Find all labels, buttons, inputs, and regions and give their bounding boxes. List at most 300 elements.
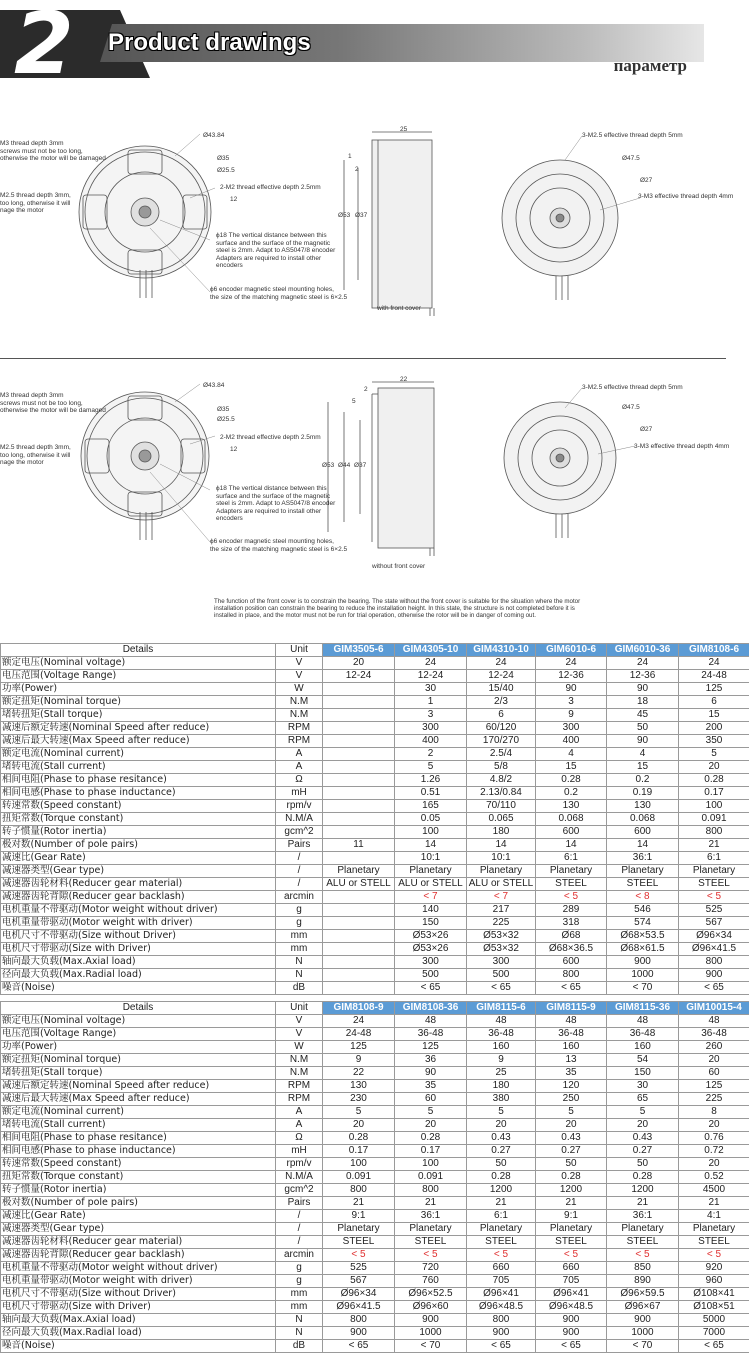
dim-12: 12 xyxy=(230,446,238,453)
row-value: 7000 xyxy=(679,1327,749,1340)
row-value: 0.52 xyxy=(679,1171,749,1184)
row-unit: / xyxy=(276,1223,323,1236)
row-value: 525 xyxy=(323,1262,395,1275)
row-value: 4500 xyxy=(679,1184,749,1197)
table-row xyxy=(1,1340,749,1353)
row-value: Planetary xyxy=(536,1223,607,1236)
row-value: 900 xyxy=(467,1327,536,1340)
row-value: 5 xyxy=(395,761,467,774)
table-row xyxy=(1,696,749,709)
spec-table-2 xyxy=(0,1001,749,1353)
row-label: 堵转扭矩(Stall torque) xyxy=(1,1067,276,1080)
row-value: 60 xyxy=(395,1093,467,1106)
row-value: 20 xyxy=(395,1119,467,1132)
row-value: 850 xyxy=(607,1262,679,1275)
row-value: 0.091 xyxy=(395,1171,467,1184)
row-value: 48 xyxy=(467,1015,536,1028)
table-row xyxy=(1,982,749,995)
row-value: Ø96×41.5 xyxy=(679,943,749,956)
row-label: 减速后最大转速(Max Speed after reduce) xyxy=(1,1093,276,1106)
row-value: 48 xyxy=(607,1015,679,1028)
row-value: 48 xyxy=(536,1015,607,1028)
row-value: 400 xyxy=(395,735,467,748)
note-m3-thread: M3 thread depth 3mm screws must not be too long, otherwise the motor will be damaged xyxy=(0,140,106,162)
row-value: 225 xyxy=(467,917,536,930)
row-value xyxy=(323,969,395,982)
row-value: < 7 xyxy=(467,891,536,904)
row-unit: gcm^2 xyxy=(276,826,323,839)
row-value: 24 xyxy=(395,657,467,670)
row-value: STEEL xyxy=(607,878,679,891)
dim-side-d37: Ø37 xyxy=(354,462,367,469)
row-value: 10:1 xyxy=(467,852,536,865)
row-value xyxy=(323,735,395,748)
row-value: 15 xyxy=(607,761,679,774)
row-label: 功率(Power) xyxy=(1,683,276,696)
row-value: 0.43 xyxy=(607,1132,679,1145)
row-value: 90 xyxy=(607,683,679,696)
row-unit: mH xyxy=(276,1145,323,1158)
row-value: Ø96×52.5 xyxy=(395,1288,467,1301)
row-value: 0.068 xyxy=(607,813,679,826)
table-row xyxy=(1,748,749,761)
row-label: 转子惯量(Rotor inertia) xyxy=(1,1184,276,1197)
row-value: 6:1 xyxy=(679,852,749,865)
row-value: Ø96×48.5 xyxy=(467,1301,536,1314)
row-value: < 65 xyxy=(395,982,467,995)
row-value: 180 xyxy=(467,826,536,839)
row-value: 5 xyxy=(679,748,749,761)
row-value: Planetary xyxy=(395,865,467,878)
row-value: 12-24 xyxy=(467,670,536,683)
row-value: 900 xyxy=(536,1314,607,1327)
row-unit: g xyxy=(276,1262,323,1275)
header-model: GIM8115-9 xyxy=(536,1002,607,1015)
row-value: 0.27 xyxy=(467,1145,536,1158)
row-value: Ø68×61.5 xyxy=(607,943,679,956)
row-value: 21 xyxy=(607,1197,679,1210)
row-value: Ø96×34 xyxy=(323,1288,395,1301)
row-value: 318 xyxy=(536,917,607,930)
note-m2-thread: 2-M2 thread effective depth 2.5mm xyxy=(220,434,321,441)
row-value: < 65 xyxy=(536,1340,607,1353)
row-unit: N.M/A xyxy=(276,1171,323,1184)
drawing-without-front-cover xyxy=(0,372,749,582)
header-model: GIM8115-6 xyxy=(467,1002,536,1015)
table-row xyxy=(1,1301,749,1314)
row-value: 30 xyxy=(607,1080,679,1093)
dim-d4384: Ø43.84 xyxy=(203,132,225,139)
row-label: 相间电感(Phase to phase inductance) xyxy=(1,1145,276,1158)
row-value: 0.17 xyxy=(679,787,749,800)
row-value: STEEL xyxy=(536,878,607,891)
row-value: 0.068 xyxy=(536,813,607,826)
row-value: 6:1 xyxy=(467,1210,536,1223)
row-value xyxy=(323,943,395,956)
header-unit: Unit xyxy=(276,644,323,657)
row-value: < 5 xyxy=(536,1249,607,1262)
row-value: 800 xyxy=(679,956,749,969)
table-header-row xyxy=(1,1002,749,1015)
row-value: 0.2 xyxy=(536,787,607,800)
table-row xyxy=(1,683,749,696)
row-value: 180 xyxy=(467,1080,536,1093)
row-value: 50 xyxy=(607,722,679,735)
table-row xyxy=(1,956,749,969)
row-unit: RPM xyxy=(276,1093,323,1106)
row-value: Ø96×41 xyxy=(536,1288,607,1301)
row-value: < 65 xyxy=(679,1340,749,1353)
table-row xyxy=(1,1210,749,1223)
row-label: 电机尺寸带驱动(Size with Driver) xyxy=(1,943,276,956)
row-unit: rpm/v xyxy=(276,800,323,813)
row-value: 217 xyxy=(467,904,536,917)
table-row xyxy=(1,839,749,852)
row-value: 0.76 xyxy=(679,1132,749,1145)
row-value: 300 xyxy=(467,956,536,969)
row-value: 70/110 xyxy=(467,800,536,813)
row-value: 4 xyxy=(536,748,607,761)
row-value: 0.28 xyxy=(679,774,749,787)
dim-d4384: Ø43.84 xyxy=(203,382,225,389)
row-value: 0.17 xyxy=(323,1145,395,1158)
row-label: 额定扭矩(Nominal torque) xyxy=(1,696,276,709)
header-details: Details xyxy=(1,1002,276,1015)
row-value: 4.8/2 xyxy=(467,774,536,787)
row-label: 电机重量不带驱动(Motor weight without driver) xyxy=(1,904,276,917)
row-value: 36-48 xyxy=(679,1028,749,1041)
row-value: ALU or STELL xyxy=(323,878,395,891)
row-value: 4 xyxy=(607,748,679,761)
row-value: 800 xyxy=(323,1184,395,1197)
table-row xyxy=(1,865,749,878)
row-value: 0.19 xyxy=(607,787,679,800)
row-value: 960 xyxy=(679,1275,749,1288)
row-value: < 70 xyxy=(607,1340,679,1353)
row-value: 0.28 xyxy=(395,1132,467,1145)
row-label: 额定电流(Nominal current) xyxy=(1,748,276,761)
drawing-divider xyxy=(0,358,726,359)
row-label: 减速后最大转速(Max Speed after reduce) xyxy=(1,735,276,748)
row-value: 35 xyxy=(536,1067,607,1080)
row-value: 48 xyxy=(395,1015,467,1028)
row-label: 电压范围(Voltage Range) xyxy=(1,1028,276,1041)
row-value: < 65 xyxy=(467,982,536,995)
dim-side-d53: Ø53 xyxy=(338,212,351,219)
row-unit: dB xyxy=(276,982,323,995)
row-value: 0.43 xyxy=(536,1132,607,1145)
row-value: 130 xyxy=(536,800,607,813)
row-value: 800 xyxy=(679,826,749,839)
row-value: 125 xyxy=(679,683,749,696)
dim-r-d475: Ø47.5 xyxy=(622,404,640,411)
row-unit: N xyxy=(276,956,323,969)
row-value: 24 xyxy=(536,657,607,670)
row-value: Ø68×53.5 xyxy=(607,930,679,943)
row-label: 轴向最大负载(Max.Axial load) xyxy=(1,1314,276,1327)
row-label: 电机尺寸带驱动(Size with Driver) xyxy=(1,1301,276,1314)
row-value: 25 xyxy=(467,1067,536,1080)
front-cover-note: The function of the front cover is to constrain the bearing. The state without the front cover is suitable for the situation where the motor installation position can constrain the bearing to reduce the installation height. In this state, the structure is not completed before it is installed in place, and the motor must not be run for trial operation, otherwise the rotor will be in danger of coming out. xyxy=(214,598,581,619)
note-phi6: ϕ6 encoder magnetic steel mounting holes, the size of the matching magnetic steel is 6×2.5 xyxy=(210,538,348,553)
row-unit: N.M xyxy=(276,696,323,709)
row-value: < 70 xyxy=(395,1340,467,1353)
row-value: 170/270 xyxy=(467,735,536,748)
table-row xyxy=(1,1041,749,1054)
row-value: 90 xyxy=(607,735,679,748)
note-r-m3: 3-M3 effective thread depth 4mm xyxy=(638,193,734,200)
row-value xyxy=(323,722,395,735)
row-value: 20 xyxy=(679,1119,749,1132)
row-value xyxy=(323,813,395,826)
row-value: STEEL xyxy=(323,1236,395,1249)
row-value: 20 xyxy=(679,761,749,774)
row-value: Planetary xyxy=(467,1223,536,1236)
row-unit: Ω xyxy=(276,774,323,787)
note-m3-thread: M3 thread depth 3mm screws must not be too long, otherwise the motor will be damaged xyxy=(0,392,106,414)
row-value: 9 xyxy=(323,1054,395,1067)
row-value xyxy=(323,930,395,943)
table-row xyxy=(1,891,749,904)
table-row xyxy=(1,761,749,774)
row-value: 800 xyxy=(536,969,607,982)
row-value: < 8 xyxy=(607,891,679,904)
row-unit: V xyxy=(276,670,323,683)
dim-side-d53: Ø53 xyxy=(322,462,335,469)
row-value: 130 xyxy=(323,1080,395,1093)
row-unit: arcmin xyxy=(276,1249,323,1262)
row-value: 2.5/4 xyxy=(467,748,536,761)
row-value xyxy=(323,800,395,813)
row-value: Planetary xyxy=(607,865,679,878)
table-row xyxy=(1,1314,749,1327)
table-row xyxy=(1,1067,749,1080)
row-value: 0.28 xyxy=(467,1171,536,1184)
row-unit: / xyxy=(276,852,323,865)
row-value: 20 xyxy=(323,1119,395,1132)
table-row xyxy=(1,1093,749,1106)
row-unit: / xyxy=(276,1210,323,1223)
row-value: 36:1 xyxy=(607,852,679,865)
row-value: 760 xyxy=(395,1275,467,1288)
row-value: STEEL xyxy=(679,878,749,891)
row-value: 150 xyxy=(607,1067,679,1080)
row-value: 54 xyxy=(607,1054,679,1067)
row-value: 36-48 xyxy=(607,1028,679,1041)
row-value xyxy=(323,696,395,709)
row-value: 24 xyxy=(679,657,749,670)
table-row xyxy=(1,1158,749,1171)
row-value: ALU or STELL xyxy=(395,878,467,891)
row-value: 165 xyxy=(395,800,467,813)
row-value: 36-48 xyxy=(536,1028,607,1041)
row-value: 705 xyxy=(467,1275,536,1288)
dim-r-d27: Ø27 xyxy=(640,426,653,433)
row-value: STEEL xyxy=(607,1236,679,1249)
row-value: 380 xyxy=(467,1093,536,1106)
row-value xyxy=(323,787,395,800)
row-value: 0.17 xyxy=(395,1145,467,1158)
row-value: Planetary xyxy=(323,865,395,878)
header-model: GIM3505-6 xyxy=(323,644,395,657)
row-unit: mm xyxy=(276,930,323,943)
row-value: < 5 xyxy=(323,1249,395,1262)
row-label: 极对数(Number of pole pairs) xyxy=(1,839,276,852)
row-value: 130 xyxy=(607,800,679,813)
row-value: 567 xyxy=(679,917,749,930)
row-unit: N.M xyxy=(276,709,323,722)
row-unit: RPM xyxy=(276,735,323,748)
row-label: 额定电压(Nominal voltage) xyxy=(1,657,276,670)
row-value xyxy=(323,709,395,722)
row-unit: arcmin xyxy=(276,891,323,904)
row-value: 300 xyxy=(395,956,467,969)
row-unit: W xyxy=(276,683,323,696)
row-value: 12-24 xyxy=(395,670,467,683)
row-value: 50 xyxy=(467,1158,536,1171)
row-value: 0.091 xyxy=(679,813,749,826)
table-row xyxy=(1,969,749,982)
row-label: 减速器齿轮材料(Reducer gear material) xyxy=(1,878,276,891)
row-value: 120 xyxy=(536,1080,607,1093)
row-value: 21 xyxy=(467,1197,536,1210)
row-value: Planetary xyxy=(679,1223,749,1236)
row-value: 660 xyxy=(467,1262,536,1275)
row-label: 电机尺寸不带驱动(Size without Driver) xyxy=(1,1288,276,1301)
row-value: 525 xyxy=(679,904,749,917)
table-row xyxy=(1,722,749,735)
row-value: 90 xyxy=(395,1067,467,1080)
row-value: 100 xyxy=(395,826,467,839)
row-value: 5 xyxy=(395,1106,467,1119)
table-row xyxy=(1,1054,749,1067)
row-value: 21 xyxy=(679,1197,749,1210)
row-value: 890 xyxy=(607,1275,679,1288)
row-value xyxy=(323,891,395,904)
row-value: Planetary xyxy=(607,1223,679,1236)
row-value: Ø96×34 xyxy=(679,930,749,943)
row-value: 0.27 xyxy=(536,1145,607,1158)
row-value: Planetary xyxy=(679,865,749,878)
row-value: Ø108×41 xyxy=(679,1288,749,1301)
note-phi6: ϕ6 encoder magnetic steel mounting holes, the size of the matching magnetic steel is 6×2.5 xyxy=(210,286,348,301)
note-m25-thread: M2.5 thread depth 3mm, too long, otherwise it will nage the motor xyxy=(0,192,71,214)
table-row xyxy=(1,1119,749,1132)
row-unit: / xyxy=(276,865,323,878)
row-value: 1 xyxy=(395,696,467,709)
row-label: 轴向最大负载(Max.Axial load) xyxy=(1,956,276,969)
row-unit: Pairs xyxy=(276,1197,323,1210)
row-value: 1.26 xyxy=(395,774,467,787)
row-value: STEEL xyxy=(679,1236,749,1249)
table-row xyxy=(1,852,749,865)
dim-side-d44: Ø44 xyxy=(338,462,351,469)
dim-side-d37: Ø37 xyxy=(355,212,368,219)
table-row xyxy=(1,1223,749,1236)
row-value: 90 xyxy=(536,683,607,696)
row-unit: mm xyxy=(276,943,323,956)
row-label: 径向最大负载(Max.Radial load) xyxy=(1,1327,276,1340)
row-value: Ø68×36.5 xyxy=(536,943,607,956)
row-unit: V xyxy=(276,657,323,670)
header-model: GIM6010-6 xyxy=(536,644,607,657)
header-model: GIM8108-9 xyxy=(323,1002,395,1015)
row-value: 1000 xyxy=(395,1327,467,1340)
row-value: 14 xyxy=(467,839,536,852)
row-unit: gcm^2 xyxy=(276,1184,323,1197)
table-header-row xyxy=(1,644,749,657)
row-value: 3 xyxy=(395,709,467,722)
header-unit: Unit xyxy=(276,1002,323,1015)
section-banner xyxy=(0,0,749,94)
row-value: 12-36 xyxy=(607,670,679,683)
row-value: Ø53×26 xyxy=(395,930,467,943)
row-value: 8 xyxy=(679,1106,749,1119)
row-value: 574 xyxy=(607,917,679,930)
row-label: 相间电阻(Phase to phase resitance) xyxy=(1,774,276,787)
table-row xyxy=(1,800,749,813)
dim-side-25: 25 xyxy=(400,126,408,133)
row-label: 减速比(Gear Rate) xyxy=(1,852,276,865)
row-value: 9:1 xyxy=(536,1210,607,1223)
table-row xyxy=(1,657,749,670)
row-value: Ø108×51 xyxy=(679,1301,749,1314)
dim-r-d475: Ø47.5 xyxy=(622,155,640,162)
row-value: 0.28 xyxy=(323,1132,395,1145)
row-label: 电压范围(Voltage Range) xyxy=(1,670,276,683)
spec-table-1 xyxy=(0,643,749,995)
row-value: 10:1 xyxy=(395,852,467,865)
table-row xyxy=(1,1145,749,1158)
row-value xyxy=(323,826,395,839)
table-row xyxy=(1,930,749,943)
row-value: ALU or STELL xyxy=(467,878,536,891)
note-m2-thread: 2-M2 thread effective depth 2.5mm xyxy=(220,184,321,191)
row-value: 9 xyxy=(536,709,607,722)
row-value: < 5 xyxy=(395,1249,467,1262)
table-row xyxy=(1,943,749,956)
table-row xyxy=(1,1171,749,1184)
row-label: 转速常数(Speed constant) xyxy=(1,1158,276,1171)
row-value: 900 xyxy=(679,969,749,982)
table-row xyxy=(1,1028,749,1041)
row-value xyxy=(323,683,395,696)
row-value: 24-48 xyxy=(323,1028,395,1041)
row-unit: V xyxy=(276,1028,323,1041)
dim-d35: Ø35 xyxy=(217,406,230,413)
table-row xyxy=(1,1184,749,1197)
dim-side-22: 22 xyxy=(400,376,408,383)
row-label: 减速器齿轮材料(Reducer gear material) xyxy=(1,1236,276,1249)
table-row xyxy=(1,1015,749,1028)
row-value: 225 xyxy=(679,1093,749,1106)
section-title: Product drawings xyxy=(108,29,311,56)
row-value: 11 xyxy=(323,839,395,852)
table-row xyxy=(1,813,749,826)
row-value: 920 xyxy=(679,1262,749,1275)
row-value: Planetary xyxy=(467,865,536,878)
row-value: 36:1 xyxy=(607,1210,679,1223)
row-unit: mH xyxy=(276,787,323,800)
row-value: 6:1 xyxy=(536,852,607,865)
row-value: 500 xyxy=(467,969,536,982)
row-value: 15 xyxy=(679,709,749,722)
row-value: 0.28 xyxy=(607,1171,679,1184)
row-value: 21 xyxy=(679,839,749,852)
row-unit: A xyxy=(276,1119,323,1132)
row-value: 20 xyxy=(679,1158,749,1171)
row-label: 减速后额定转速(Nominal Speed after reduce) xyxy=(1,1080,276,1093)
